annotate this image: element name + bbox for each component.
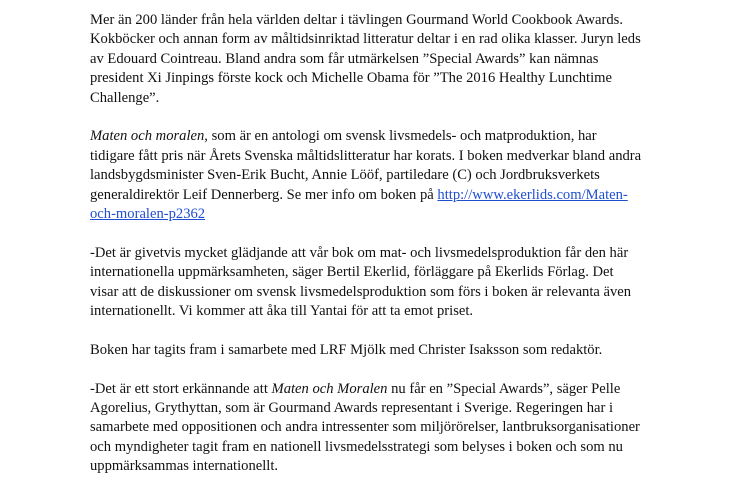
book-link[interactable]: http://www.ekerlids.com/Maten- xyxy=(437,186,628,203)
text-line xyxy=(90,127,690,146)
text-fragment: generaldirektör Leif Dennerberg. Se mer info om boken på xyxy=(90,186,438,203)
text-fragment: nu får en ”Special Awards”, säger Pelle xyxy=(387,380,621,397)
text-line xyxy=(90,186,690,205)
text-line xyxy=(90,380,690,399)
paragraph-ekerlid-quote xyxy=(90,244,690,322)
book-title: Maten och Moralen xyxy=(271,380,388,397)
text-line: internationella uppmärksamheten, säger Bertil Ekerlid, förläggare på Ekerlids Förlag. Det xyxy=(90,264,614,281)
text-line: Agorelius, Grythyttan, som är Gourmand Awards representant i Sverige. Regeringen har i xyxy=(90,400,614,417)
text-line: -Det är givetvis mycket glädjande att vår bok om mat- och livsmedelsproduktion får den här xyxy=(90,244,629,261)
text-fragment: , som är en antologi om svensk livsmedels- och matproduktion, har xyxy=(204,128,597,145)
paragraph-collaboration xyxy=(90,341,690,360)
document-body xyxy=(90,11,690,496)
book-title: Maten och moralen xyxy=(90,128,205,145)
paragraph-book-info xyxy=(90,127,690,224)
text-line: och myndigheter tagit fram en nationell livsmedelsstrategi som belyses i boken och som nu xyxy=(90,438,623,455)
paragraph-agorelius-quote xyxy=(90,380,690,477)
text-line: Challenge”. xyxy=(90,89,160,106)
text-line: internationellt. Vi kommer att åka till Yantai för att ta emot priset. xyxy=(90,303,474,320)
text-line: tidigare fått pris när Årets Svenska måltidslitteratur har korats. I boken medverkar bland andra xyxy=(90,147,642,164)
text-line: av Edouard Cointreau. Bland andra som får utmärkelsen ”Special Awards” kan nämnas xyxy=(90,50,599,67)
text-line: Boken har tagits fram i samarbete med LRF Mjölk med Christer Isaksson som redaktör. xyxy=(90,341,603,358)
text-fragment: -Det är ett stort erkännande att xyxy=(90,380,272,397)
text-line: president Xi Jinpings förste kock och Michelle Obama för ”The 2016 Healthy Lunchtime xyxy=(90,70,612,87)
text-line: samarbete med oppositionen och andra intressenter som miljörörelser, lantbruksorganisationer xyxy=(90,419,640,436)
text-line: landsbygdsminister Sven-Erik Bucht, Annie Lööf, partiledare (C) och Jordbruksverkets xyxy=(90,167,600,184)
text-line: visar att de diskussioner om svensk livsmedelsproduktion som förs i boken är relevanta även xyxy=(90,283,632,300)
book-link-continued[interactable]: och-moralen-p2362 xyxy=(90,206,206,223)
paragraph-awards-intro xyxy=(90,11,690,108)
text-line: Mer än 200 länder från hela världen deltar i tävlingen Gourmand World Cookbook Awards. xyxy=(90,12,623,28)
text-line xyxy=(90,205,690,224)
text-line: uppmärksammas internationellt. xyxy=(90,458,279,475)
text-line: Kokböcker och annan form av måltidsinriktad litteratur deltar i en rad olika klasser. Juryn leds xyxy=(90,31,641,48)
